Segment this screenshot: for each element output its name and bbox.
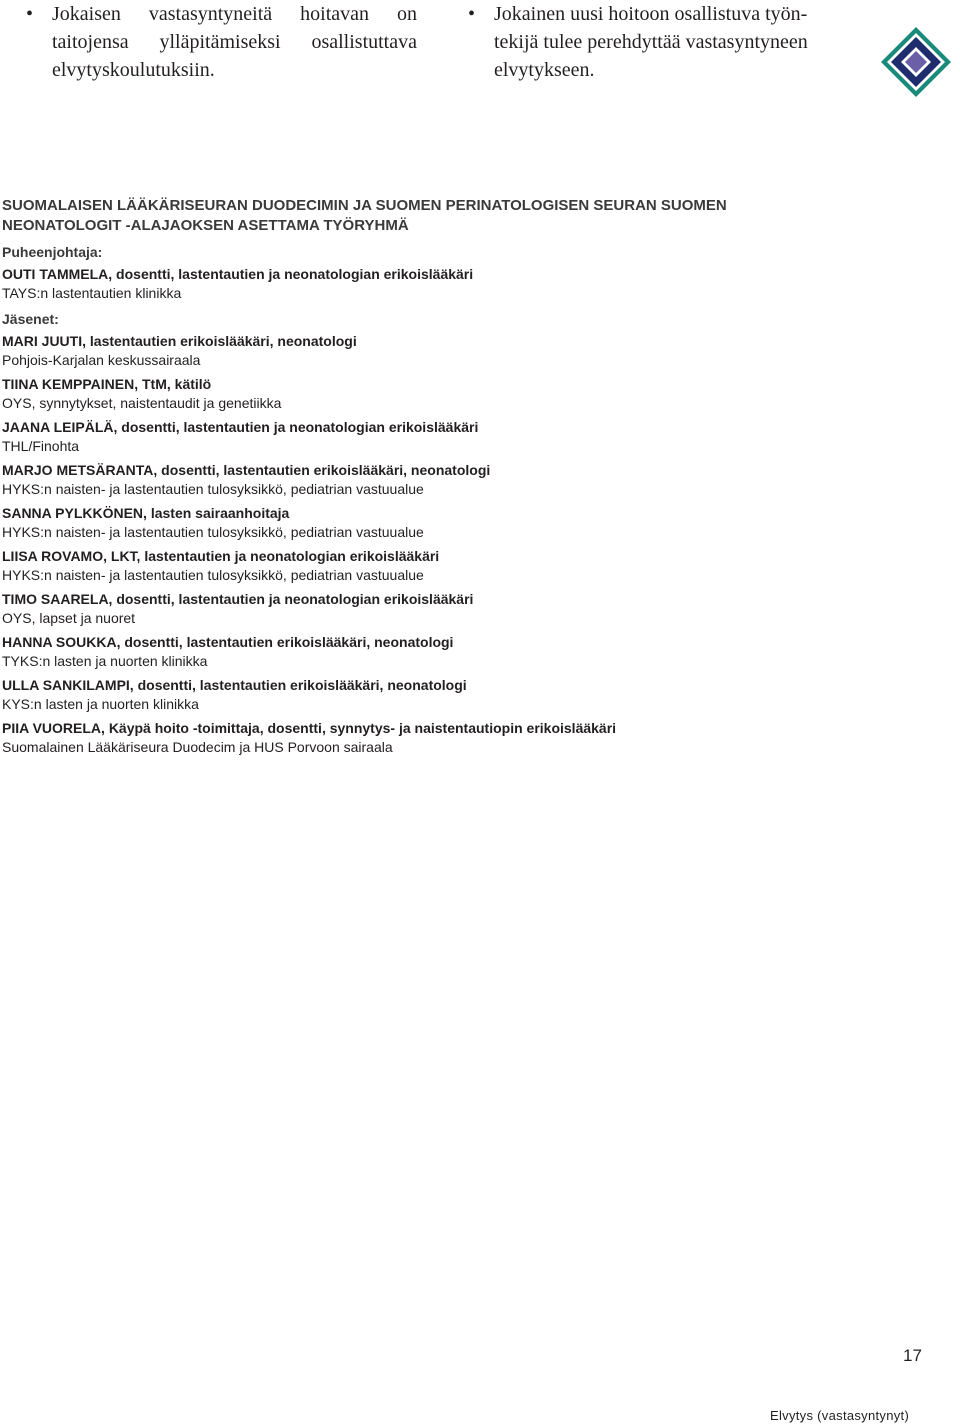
bullet-text-line: Jokainen uusi hoitoon osallistuva työn- bbox=[494, 3, 808, 25]
members-label: Jäsenet: bbox=[2, 311, 59, 327]
member-name: OUTI TAMMELA, dosentti, lastentautien ja neonatologian erikoislääkäri bbox=[2, 266, 474, 282]
member-organization: THL/Finohta bbox=[2, 438, 80, 454]
heading-line: NEONATOLOGIT -ALAJAOKSEN ASETTAMA TYÖRYHMÄ bbox=[2, 217, 409, 234]
chair-label: Puheenjohtaja: bbox=[2, 244, 103, 260]
bullet-text: Jokaisen vastasyntyneitä hoitavan on taitojensa ylläpitämiseksi osallistuttava elvytyskoulutuksiin. bbox=[52, 3, 417, 81]
bullet-marker: • bbox=[468, 3, 476, 25]
member-entry bbox=[2, 590, 952, 628]
member-entry bbox=[2, 547, 952, 585]
member-organization: KYS:n lasten ja nuorten klinikka bbox=[2, 696, 199, 712]
member-name: MARI JUUTI, lastentautien erikoislääkäri, neonatologi bbox=[2, 333, 357, 349]
member-organization: OYS, lapset ja nuoret bbox=[2, 610, 136, 626]
member-organization: Pohjois-Karjalan keskussairaala bbox=[2, 352, 201, 368]
member-organization: TYKS:n lasten ja nuorten klinikka bbox=[2, 653, 208, 669]
member-entry bbox=[2, 375, 952, 413]
member-entry bbox=[2, 332, 952, 370]
member-organization: OYS, synnytykset, naistentaudit ja genetiikka bbox=[2, 395, 282, 411]
member-organization: TAYS:n lastentautien klinikka bbox=[2, 285, 182, 301]
member-name: HANNA SOUKKA, dosentti, lastentautien erikoislääkäri, neonatologi bbox=[2, 634, 454, 650]
member-entry bbox=[2, 504, 952, 542]
member-name: SANNA PYLKKÖNEN, lasten sairaanhoitaja bbox=[2, 505, 290, 521]
member-entry bbox=[2, 633, 952, 671]
bullet-text-line: tekijä tulee perehdyttää vastasyntyneen bbox=[494, 31, 808, 53]
working-group-heading bbox=[2, 196, 952, 236]
member-name: PIIA VUORELA, Käypä hoito -toimittaja, dosentti, synnytys- ja naistentautiopin erikoislääkäri bbox=[2, 720, 617, 736]
bullet-text-line: elvytykseen. bbox=[494, 59, 595, 81]
member-name: JAANA LEIPÄLÄ, dosentti, lastentautien ja neonatologian erikoislääkäri bbox=[2, 419, 479, 435]
chair-entry bbox=[2, 265, 952, 303]
member-name: TIMO SAARELA, dosentti, lastentautien ja neonatologian erikoislääkäri bbox=[2, 591, 474, 607]
member-entry bbox=[2, 461, 952, 499]
bullet-text bbox=[494, 0, 862, 84]
bullet-marker: • bbox=[26, 3, 34, 25]
page-number: 17 bbox=[903, 1346, 922, 1365]
heading-line: SUOMALAISEN LÄÄKÄRISEURAN DUODECIMIN JA SUOMEN PERINATOLOGISEN SEURAN SUOMEN bbox=[2, 197, 727, 214]
member-organization: HYKS:n naisten- ja lastentautien tulosyksikkö, pediatrian vastuualue bbox=[2, 524, 424, 540]
member-organization: HYKS:n naisten- ja lastentautien tulosyksikkö, pediatrian vastuualue bbox=[2, 481, 424, 497]
footer-title: Elvytys (vastasyntynyt) bbox=[770, 1408, 910, 1423]
duodecim-diamond-logo-icon bbox=[880, 26, 952, 98]
member-name: LIISA ROVAMO, LKT, lastentautien ja neonatologian erikoislääkäri bbox=[2, 548, 440, 564]
member-entry bbox=[2, 418, 952, 456]
member-organization: HYKS:n naisten- ja lastentautien tulosyksikkö, pediatrian vastuualue bbox=[2, 567, 424, 583]
member-name: ULLA SANKILAMPI, dosentti, lastentautien erikoislääkäri, neonatologi bbox=[2, 677, 467, 693]
member-organization: Suomalainen Lääkäriseura Duodecim ja HUS Porvoon sairaala bbox=[2, 739, 393, 755]
top-bullet-list bbox=[0, 0, 960, 90]
member-name: MARJO METSÄRANTA, dosentti, lastentautien erikoislääkäri, neonatologi bbox=[2, 462, 491, 478]
working-group-section bbox=[2, 196, 952, 762]
member-entry bbox=[2, 676, 952, 714]
member-entry bbox=[2, 719, 952, 757]
member-name: TIINA KEMPPAINEN, TtM, kätilö bbox=[2, 376, 212, 392]
